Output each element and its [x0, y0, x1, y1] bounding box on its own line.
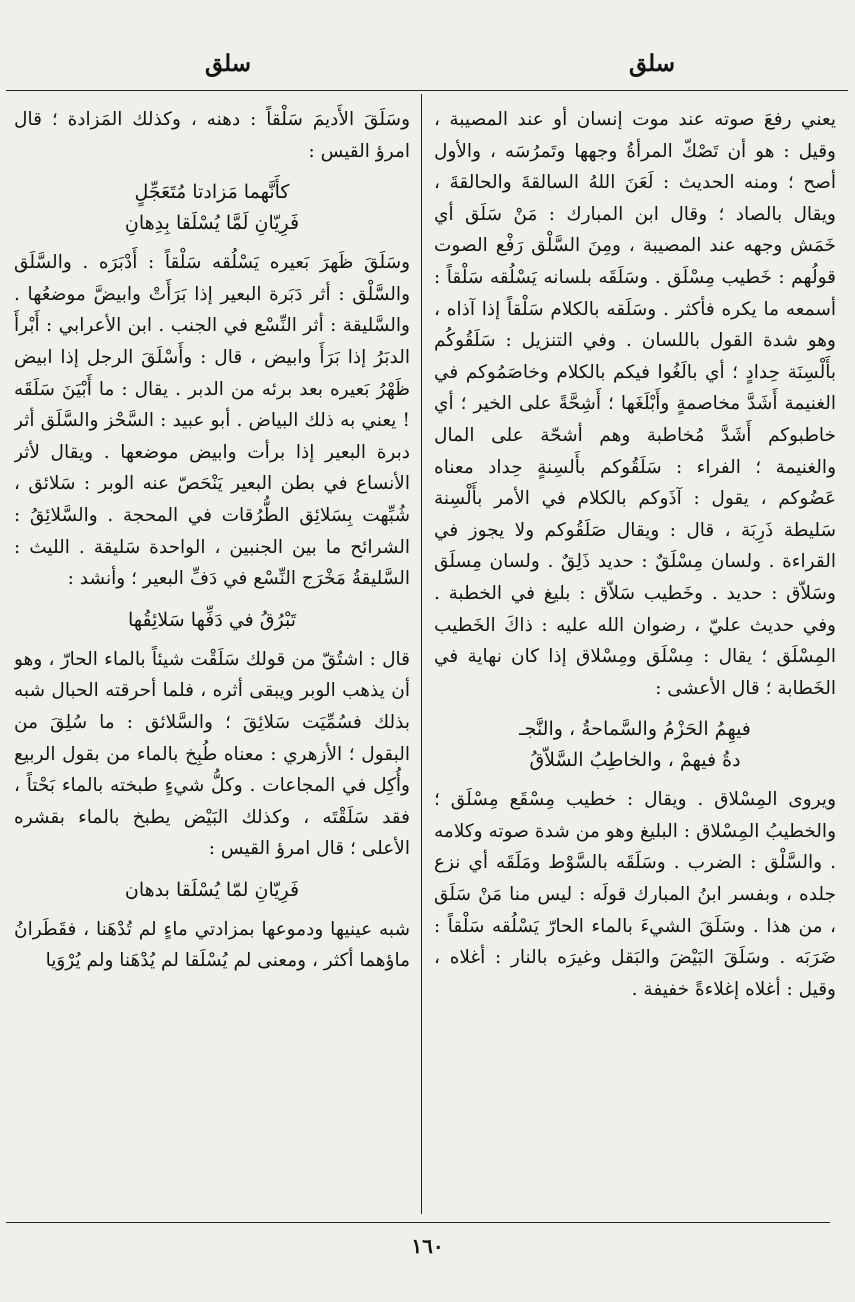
- page-number: ١٦٠: [411, 1234, 444, 1258]
- column-divider: [421, 94, 422, 1214]
- left-column-paragraph-1: وسَلَقَ الأَديمَ سَلْقاً : دهنه ، وكذلك المَزادة ؛ قال امرؤ القيس :: [14, 109, 410, 162]
- verse-line: تَبْرُقُ في دَفِّها سَلائِقُها: [127, 608, 297, 631]
- left-column: [14, 104, 410, 1210]
- right-column-paragraph-1: يعني رفعَ صوته عند موت إنسان أو عند المصيبة ، وقيل : هو أن تَصْكّ المرأةُ وجهها وتَمرُسَه ، والأول أصح ؛ ومنه الحديث : لَعَنَ اللهُ السالقةَ والحالقةَ ، ويقال بالصاد ؛ وقال ابن المبارك : مَنْ سَلَق أي خَمَش وجهه عند المصيبة ، ومِنَ السَّلْق رَفْع الصوت قولُهم : خَطيب مِسْلَق . وسَلَقَه بلسانه يَسْلُقه سَلْقاً : أسمعه ما يكره فأكثر . وسَلَقه بالكلام سَلْقاً إذا آذاه ، وهو شدة القول باللسان . وفي التنزيل : سَلَقُوكُم بأَلْسِنَة حِدادٍ ؛ أي بالَغُوا فيكم بالكلام وخاصَمُوكم في الغنيمة أَشَدَّ مخاصمةٍ وأَبْلَغَها ؛ أَشِحَّةً على الخير ؛ أي خاطبوكم أَشَدَّ مُخاطبة وهم أشحّة على المال والغنيمة ؛ الفراء : سَلَقُوكم بأَلسِنةٍ حِداد معناه عَضُوكم ، يقول : آذَوكم بالكلام في الأمر بأَلْسِنة سَليطة ذَرِبَة ، قال : ويقال صَلَقُوكم ولا يجوز في القراءة . ولسان مِسْلَقٌ : حديد ذَلِقٌ . ولسان مِسلَق وسَلاّق : حديد . وخَطيب سَلاّق : بليغ في الخطبة . وفي حديث عليّ ، رضوان الله عليه : ذاكَ الخَطيب المِسْلَق ؛ يقال : مِسْلَق ومِسْلاق إذا كان نهاية في الخَطابة ؛ قال الأعشى :: [434, 109, 836, 699]
- verse-imru-alqais-1: [14, 177, 410, 239]
- verse-quoted: [14, 605, 410, 636]
- verse-line-2: دةُ فيهمْ ، والخاطِبُ السَّلاّقُ: [529, 749, 741, 772]
- verse-alasha: [434, 714, 836, 776]
- right-column: [434, 104, 836, 1210]
- verse-line: فَرِيّانِ لمّا يُسْلَقا بدهان: [124, 878, 300, 901]
- footer-rule: [6, 1222, 830, 1223]
- left-column-paragraph-4: شبه عينيها ودموعها بمزادتي ماءٍ لم تُدْهَنا ، فقَطَرانُ ماؤهما أكثر ، ومعنى لم يُسْلَقا لم يُدْهَنا ولم يُرْوَيا: [14, 918, 410, 972]
- left-column-paragraph-2: وسَلَقَ ظَهرَ بَعيره يَسْلُقه سَلْقاً : أَدْبَرَه . والسَّلَق والسَّلْق : أثر دَبَرة البعير إذا بَرَأَتْ وابيضَّ موضعُها . والسَّليقة : أثر النِّسْع في الجنب . ابن الأعرابي : أَبْرأَ الدبَرُ إذا بَرَأَ وابيض ، قال : وأَسْلَقَ الرجل إذا ابيض ظَهْرُ بَعيره بعد برئه من الدبر . يقال : ما أَبْيَنَ سَلَقَه ! يعني به ذلك البياض . أبو عبيد : السَّحْز والسَّلَق أثر دبرة البعير إذا برأت وابيض موضعها . ويقال لأثر الأنساع في بطن البعير يَنْحَصّ عنه الوبر : سَلائق ، شُبِّهت بِسَلائِق الطُّرُقات في المحجة . والسَّلائِقُ : الشرائح ما بين الجنبين ، الواحدة سَليقة . الليث : السَّليقةُ مَخْرَج النِّسْع في دَفِّ البعير ؛ وأنشد :: [14, 252, 410, 590]
- running-header-left: سلق: [204, 50, 252, 77]
- verse-imru-alqais-2: [14, 875, 410, 906]
- header-rule: [6, 90, 848, 91]
- left-column-paragraph-3: قال : اشتُقّ من قولك سَلَقْت شيئاً بالماء الحارّ ، وهو أن يذهب الوبر ويبقى أثره ، فلما أحرقته الحبال شبه بذلك فسُمِّيَت سَلائِقَ ؛ والسَّلائق : ما سُلِقَ من البقول ؛ الأزهري : معناه طُبِخ بالماء من بقول الربيع وأُكِل في المجاعات . وكلُّ شيءٍ طبخته بالماء بَحْتاً ، فقد سَلَقْتَه ، وكذلك البَيْض يطبخ بالماء بقشره الأعلى ؛ قال امرؤ القيس :: [14, 648, 410, 860]
- running-header-right: سلق: [628, 50, 676, 77]
- verse-line-2: فَرِيّانِ لَمَّا يُسْلَقا بِدِهانِ: [124, 212, 300, 235]
- verse-line-1: فيهِمُ الحَزْمُ والسَّماحةُ ، والنَّجـ: [519, 718, 751, 741]
- right-column-paragraph-2: ويروى المِسْلاق . ويقال : خطيب مِسْقَع مِسْلَق ؛ والخطيبُ المِسْلاق : البليغ وهو من شدة صوته وكلامه . والسَّلْق : الضرب . وسَلَقَه بالسَّوْط ومَلَقَه أي نزع جلده ، وبفسر ابنُ المبارك قولَه : ليس منا مَنْ سَلَق ، من هذا . وسَلَقَ الشيءَ بالماء الحارّ يَسْلُقه سَلْقاً : ضَرَبَه . وسَلَقَ البَيْضَ والبَقل وغيرَه بالنار : أغلاه ، وقيل : أغلاه إغلاءةً خفيفة .: [434, 789, 836, 1000]
- verse-line-1: كأَنَّهما مَزادتا مُتَعَجِّلٍ: [134, 181, 290, 204]
